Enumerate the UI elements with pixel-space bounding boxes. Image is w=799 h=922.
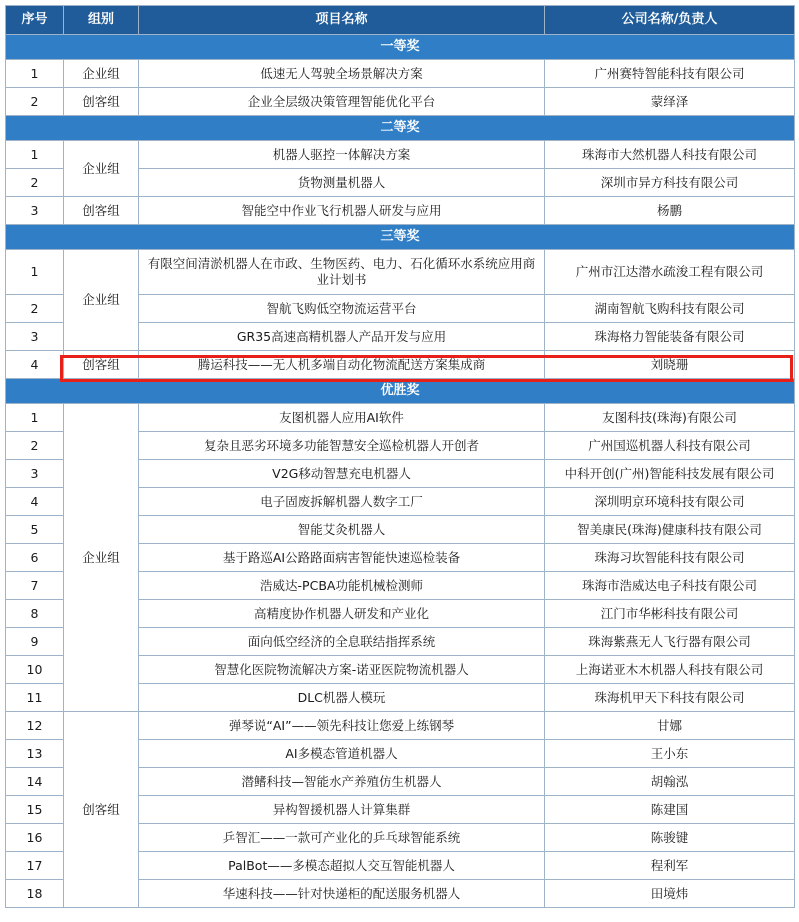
project-name: 机器人驱控一体解决方案	[139, 141, 545, 169]
project-name: 浩威达-PCBA功能机械检测师	[139, 572, 545, 600]
row-number: 2	[6, 88, 64, 116]
group-label: 企业组	[64, 60, 139, 88]
company-name: 珠海紫燕无人飞行器有限公司	[545, 628, 795, 656]
group-label: 创客组	[64, 351, 139, 379]
project-name: 智能艾灸机器人	[139, 516, 545, 544]
header-no: 序号	[6, 6, 64, 35]
row-number: 8	[6, 600, 64, 628]
project-name: 有限空间清淤机器人在市政、生物医药、电力、石化循环水系统应用商业计划书	[139, 250, 545, 295]
row-number: 14	[6, 768, 64, 796]
group-label: 创客组	[64, 88, 139, 116]
row-number: 3	[6, 197, 64, 225]
project-name: DLC机器人模玩	[139, 684, 545, 712]
company-name: 广州市江达潜水疏浚工程有限公司	[545, 250, 795, 295]
header-group: 组别	[64, 6, 139, 35]
row-number: 11	[6, 684, 64, 712]
row-number: 5	[6, 516, 64, 544]
project-name: 货物测量机器人	[139, 169, 545, 197]
table-row	[6, 141, 795, 169]
section-title: 二等奖	[6, 116, 795, 141]
project-name: GR35高速高精机器人产品开发与应用	[139, 323, 545, 351]
section-title: 优胜奖	[6, 379, 795, 404]
company-name: 湖南智航飞购科技有限公司	[545, 295, 795, 323]
section-title: 一等奖	[6, 35, 795, 60]
company-name: 江门市华彬科技有限公司	[545, 600, 795, 628]
project-name: 华速科技——针对快递柜的配送服务机器人	[139, 880, 545, 908]
row-number: 3	[6, 460, 64, 488]
group-label: 创客组	[64, 197, 139, 225]
row-number: 1	[6, 60, 64, 88]
table-row	[6, 60, 795, 88]
project-name: 友图机器人应用AI软件	[139, 404, 545, 432]
project-name: 腾运科技——无人机多端自动化物流配送方案集成商	[139, 351, 545, 379]
company-name: 胡翰泓	[545, 768, 795, 796]
table-row	[6, 404, 795, 432]
group-label: 企业组	[64, 404, 139, 712]
table-body	[6, 35, 795, 908]
project-name: 电子固废拆解机器人数字工厂	[139, 488, 545, 516]
project-name: V2G移动智慧充电机器人	[139, 460, 545, 488]
row-number: 2	[6, 432, 64, 460]
project-name: PalBot——多模态超拟人交互智能机器人	[139, 852, 545, 880]
company-name: 程利军	[545, 852, 795, 880]
row-number: 1	[6, 404, 64, 432]
company-name: 田境炜	[545, 880, 795, 908]
row-number: 15	[6, 796, 64, 824]
header-row	[6, 6, 795, 35]
project-name: 乒智汇——一款可产业化的乒乓球智能系统	[139, 824, 545, 852]
row-number: 17	[6, 852, 64, 880]
project-name: 智能空中作业飞行机器人研发与应用	[139, 197, 545, 225]
row-number: 6	[6, 544, 64, 572]
section-title: 三等奖	[6, 225, 795, 250]
header-company: 公司名称/负责人	[545, 6, 795, 35]
table-row	[6, 88, 795, 116]
company-name: 蒙绎泽	[545, 88, 795, 116]
awards-table	[5, 5, 795, 908]
section-row	[6, 35, 795, 60]
group-label: 企业组	[64, 250, 139, 351]
row-number: 10	[6, 656, 64, 684]
company-name: 刘晓珊	[545, 351, 795, 379]
company-name: 珠海习坎智能科技有限公司	[545, 544, 795, 572]
company-name: 甘娜	[545, 712, 795, 740]
project-name: 智慧化医院物流解决方案-诺亚医院物流机器人	[139, 656, 545, 684]
project-name: 高精度协作机器人研发和产业化	[139, 600, 545, 628]
row-number: 9	[6, 628, 64, 656]
company-name: 珠海市大然机器人科技有限公司	[545, 141, 795, 169]
company-name: 珠海机甲天下科技有限公司	[545, 684, 795, 712]
section-row	[6, 116, 795, 141]
project-name: 弹琴说“AI”——领先科技让您爱上练钢琴	[139, 712, 545, 740]
row-number: 1	[6, 141, 64, 169]
company-name: 珠海格力智能装备有限公司	[545, 323, 795, 351]
row-number: 7	[6, 572, 64, 600]
table-row	[6, 351, 795, 379]
row-number: 18	[6, 880, 64, 908]
project-name: 基于路巡AI公路路面病害智能快速巡检装备	[139, 544, 545, 572]
project-name: 面向低空经济的全息联结指挥系统	[139, 628, 545, 656]
group-label: 企业组	[64, 141, 139, 197]
company-name: 上海诺亚木木机器人科技有限公司	[545, 656, 795, 684]
header-project: 项目名称	[139, 6, 545, 35]
company-name: 王小东	[545, 740, 795, 768]
section-row	[6, 225, 795, 250]
company-name: 陈建国	[545, 796, 795, 824]
row-number: 2	[6, 169, 64, 197]
project-name: 低速无人驾驶全场景解决方案	[139, 60, 545, 88]
project-name: 企业全层级决策管理智能优化平台	[139, 88, 545, 116]
row-number: 12	[6, 712, 64, 740]
table-row	[6, 197, 795, 225]
table-row	[6, 250, 795, 295]
project-name: 智航飞购低空物流运营平台	[139, 295, 545, 323]
project-name: 异构智援机器人计算集群	[139, 796, 545, 824]
row-number: 16	[6, 824, 64, 852]
company-name: 智美康民(珠海)健康科技有限公司	[545, 516, 795, 544]
project-name: 潜鳍科技—智能水产养殖仿生机器人	[139, 768, 545, 796]
group-label: 创客组	[64, 712, 139, 908]
row-number: 3	[6, 323, 64, 351]
project-name: 复杂且恶劣环境多功能智慧安全巡检机器人开创者	[139, 432, 545, 460]
company-name: 中科开创(广州)智能科技发展有限公司	[545, 460, 795, 488]
row-number: 13	[6, 740, 64, 768]
company-name: 深圳市异方科技有限公司	[545, 169, 795, 197]
row-number: 2	[6, 295, 64, 323]
company-name: 广州赛特智能科技有限公司	[545, 60, 795, 88]
section-row	[6, 379, 795, 404]
row-number: 1	[6, 250, 64, 295]
company-name: 杨鹏	[545, 197, 795, 225]
company-name: 珠海市浩威达电子科技有限公司	[545, 572, 795, 600]
row-number: 4	[6, 488, 64, 516]
project-name: AI多模态管道机器人	[139, 740, 545, 768]
company-name: 陈骏键	[545, 824, 795, 852]
company-name: 友图科技(珠海)有限公司	[545, 404, 795, 432]
company-name: 深圳明京环境科技有限公司	[545, 488, 795, 516]
company-name: 广州国巡机器人科技有限公司	[545, 432, 795, 460]
table-row	[6, 712, 795, 740]
table-header	[6, 6, 795, 35]
row-number: 4	[6, 351, 64, 379]
